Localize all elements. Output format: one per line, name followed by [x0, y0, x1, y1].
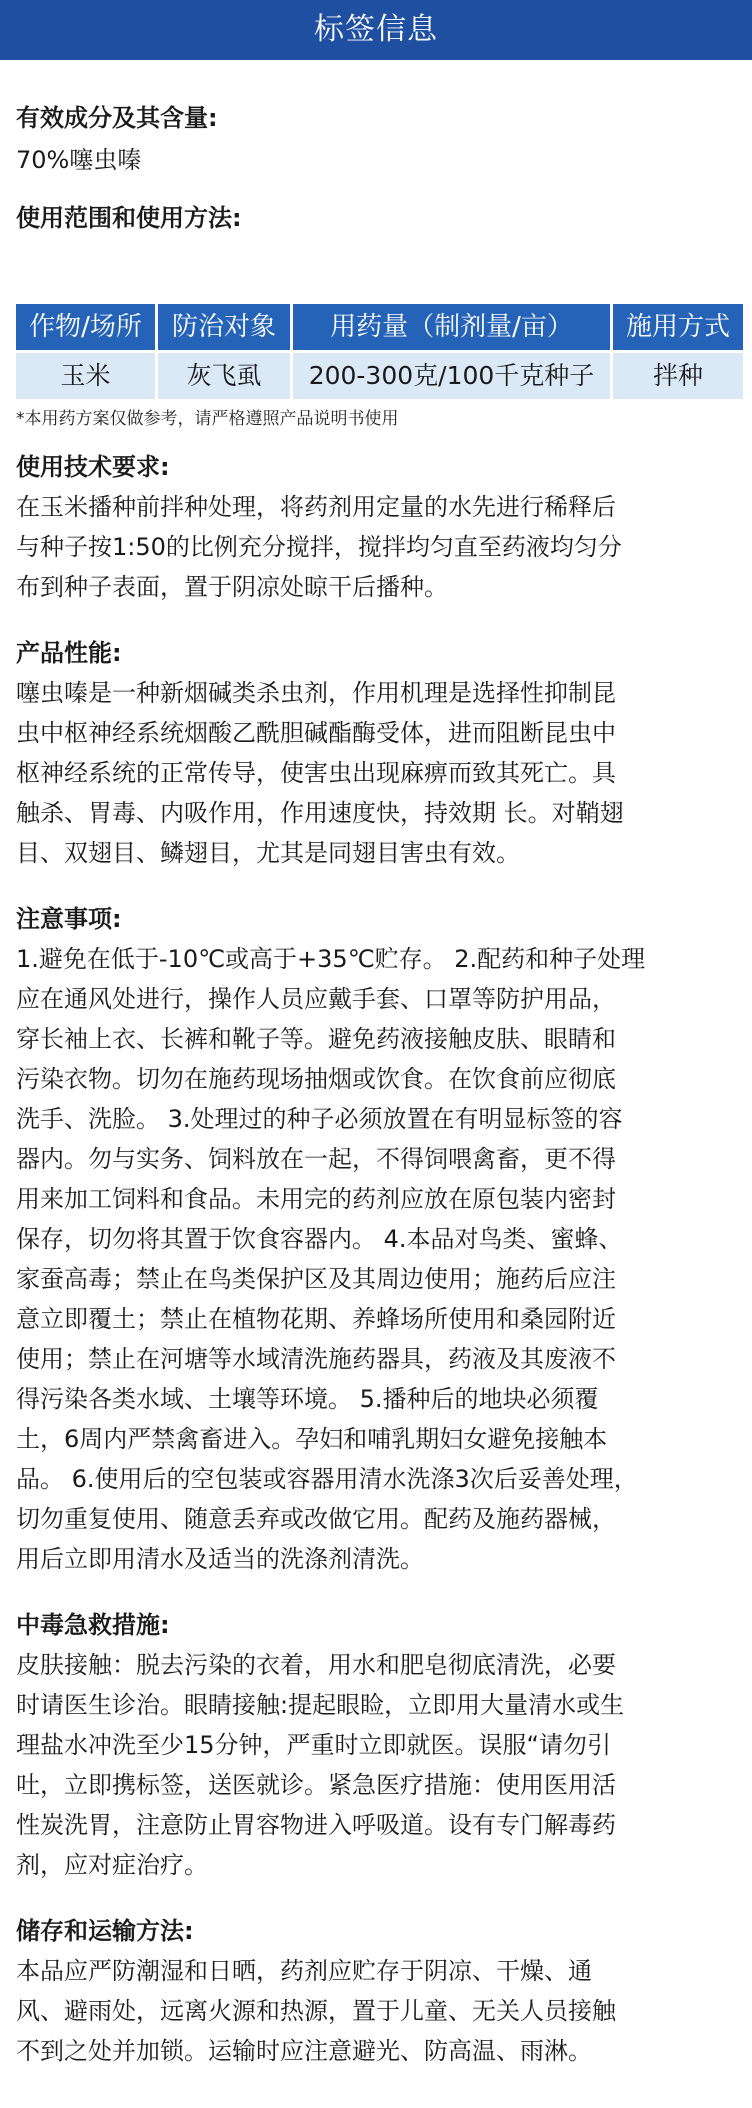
storage-line: 风、避雨处，远离火源和热源，置于儿童、无关人员接触 [16, 1997, 616, 2025]
storage-heading: 储存和运输方法: [16, 1917, 194, 1945]
usage-heading: 使用范围和使用方法: [16, 204, 242, 232]
firstaid-line: 理盐水冲洗至少15分钟，严重时立即就医。误服“请勿引 [16, 1731, 611, 1759]
precautions-line: 应在通风处进行，操作人员应戴手套、口罩等防护用品， [16, 985, 616, 1013]
performance-line: 枢神经系统的正常传导，使害虫出现麻痹而致其死亡。具 [16, 759, 616, 787]
section-ingredient [16, 102, 736, 180]
label-content [0, 102, 752, 2071]
table-header-target: 防治对象 [158, 304, 290, 350]
precautions-line: 用后立即用清水及适当的洗涤剂清洗。 [16, 1545, 424, 1573]
storage-line: 本品应严防潮湿和日晒，药剂应贮存于阴凉、干燥、通 [16, 1957, 592, 1985]
firstaid-line: 皮肤接触：脱去污染的衣着，用水和肥皂彻底清洗，必要 [16, 1651, 616, 1679]
page-header [0, 0, 752, 60]
section-firstaid [16, 1609, 736, 1885]
precautions-line: 器内。勿与实务、饲料放在一起，不得饲喂禽畜，更不得 [16, 1145, 616, 1173]
tech-line: 布到种子表面，置于阴凉处晾干后播种。 [16, 573, 448, 601]
precautions-line: 切勿重复使用、随意丢弃或改做它用。配药及施药器械， [16, 1505, 616, 1533]
tech-line: 在玉米播种前拌种处理，将药剂用定量的水先进行稀释后 [16, 493, 616, 521]
section-performance [16, 637, 736, 873]
precautions-line: 污染衣物。切勿在施药现场抽烟或饮食。在饮食前应彻底 [16, 1065, 616, 1093]
section-storage [16, 1915, 736, 2071]
firstaid-heading: 中毒急救措施: [16, 1611, 170, 1639]
firstaid-line: 剂，应对症治疗。 [16, 1851, 208, 1879]
firstaid-line: 时请医生诊治。眼睛接触:提起眼睑，立即用大量清水或生 [16, 1691, 625, 1719]
tech-line: 与种子按1:50的比例充分搅拌，搅拌均匀直至药液均匀分 [16, 533, 622, 561]
precautions-line: 1.避免在低于-10℃或高于+35℃贮存。 2.配药和种子处理 [16, 945, 646, 973]
section-usage [16, 202, 736, 431]
section-tech [16, 451, 736, 607]
firstaid-text [16, 1645, 736, 1885]
performance-line: 目、双翅目、鳞翅目，尤其是同翅目害虫有效。 [16, 839, 520, 867]
performance-text [16, 673, 736, 873]
precautions-heading: 注意事项: [16, 905, 122, 933]
storage-text [16, 1951, 736, 2071]
ingredient-heading: 有效成分及其含量: [16, 104, 218, 132]
storage-line: 不到之处并加锁。运输时应注意避光、防高温、雨淋。 [16, 2037, 592, 2065]
table-header-method: 施用方式 [613, 304, 743, 350]
precautions-line: 洗手、洗脸。 3.处理过的种子必须放置在有明显标签的容 [16, 1105, 623, 1133]
precautions-line: 土，6周内严禁禽畜进入。孕妇和哺乳期妇女避免接触本 [16, 1425, 608, 1453]
table-cell-method: 拌种 [613, 353, 743, 399]
usage-table [16, 304, 736, 399]
precautions-line: 得污染各类水域、土壤等环境。 5.播种后的地块必须覆 [16, 1385, 599, 1413]
performance-heading: 产品性能: [16, 639, 122, 667]
firstaid-line: 性炭洗胃，注意防止胃容物进入呼吸道。设有专门解毒药 [16, 1811, 616, 1839]
precautions-line: 使用；禁止在河塘等水域清洗施药器具，药液及其废液不 [16, 1345, 616, 1373]
usage-note: *本用药方案仅做参考，请严格遵照产品说明书使用 [16, 409, 399, 429]
tech-heading: 使用技术要求: [16, 453, 170, 481]
precautions-text [16, 939, 736, 1579]
performance-line: 虫中枢神经系统烟酸乙酰胆碱酯酶受体，进而阻断昆虫中 [16, 719, 616, 747]
header-title: 标签信息 [314, 12, 438, 47]
performance-line: 噻虫嗪是一种新烟碱类杀虫剂，作用机理是选择性抑制昆 [16, 679, 616, 707]
precautions-line: 穿长袖上衣、长裤和靴子等。避免药液接触皮肤、眼睛和 [16, 1025, 616, 1053]
section-precautions [16, 903, 736, 1579]
ingredient-value: 70%噻虫嗪 [16, 146, 142, 174]
table-header-crop: 作物/场所 [16, 304, 155, 350]
precautions-line: 用来加工饲料和食品。未用完的药剂应放在原包装内密封 [16, 1185, 616, 1213]
table-cell-target: 灰飞虱 [158, 353, 290, 399]
table-cell-crop: 玉米 [16, 353, 155, 399]
precautions-line: 家蚕高毒；禁止在鸟类保护区及其周边使用；施药后应注 [16, 1265, 616, 1293]
performance-line: 触杀、胃毒、内吸作用，作用速度快，持效期 长。对鞘翅 [16, 799, 624, 827]
tech-text [16, 487, 736, 607]
precautions-line: 品。 6.使用后的空包装或容器用清水洗涤3次后妥善处理， [16, 1465, 638, 1493]
precautions-line: 保存，切勿将其置于饮食容器内。 4.本品对鸟类、蜜蜂、 [16, 1225, 623, 1253]
precautions-line: 意立即覆土；禁止在植物花期、养蜂场所使用和桑园附近 [16, 1305, 616, 1333]
table-cell-dosage: 200-300克/100千克种子 [293, 353, 610, 399]
table-header-dosage: 用药量（制剂量/亩） [293, 304, 610, 350]
firstaid-line: 吐，立即携标签，送医就诊。紧急医疗措施：使用医用活 [16, 1771, 616, 1799]
